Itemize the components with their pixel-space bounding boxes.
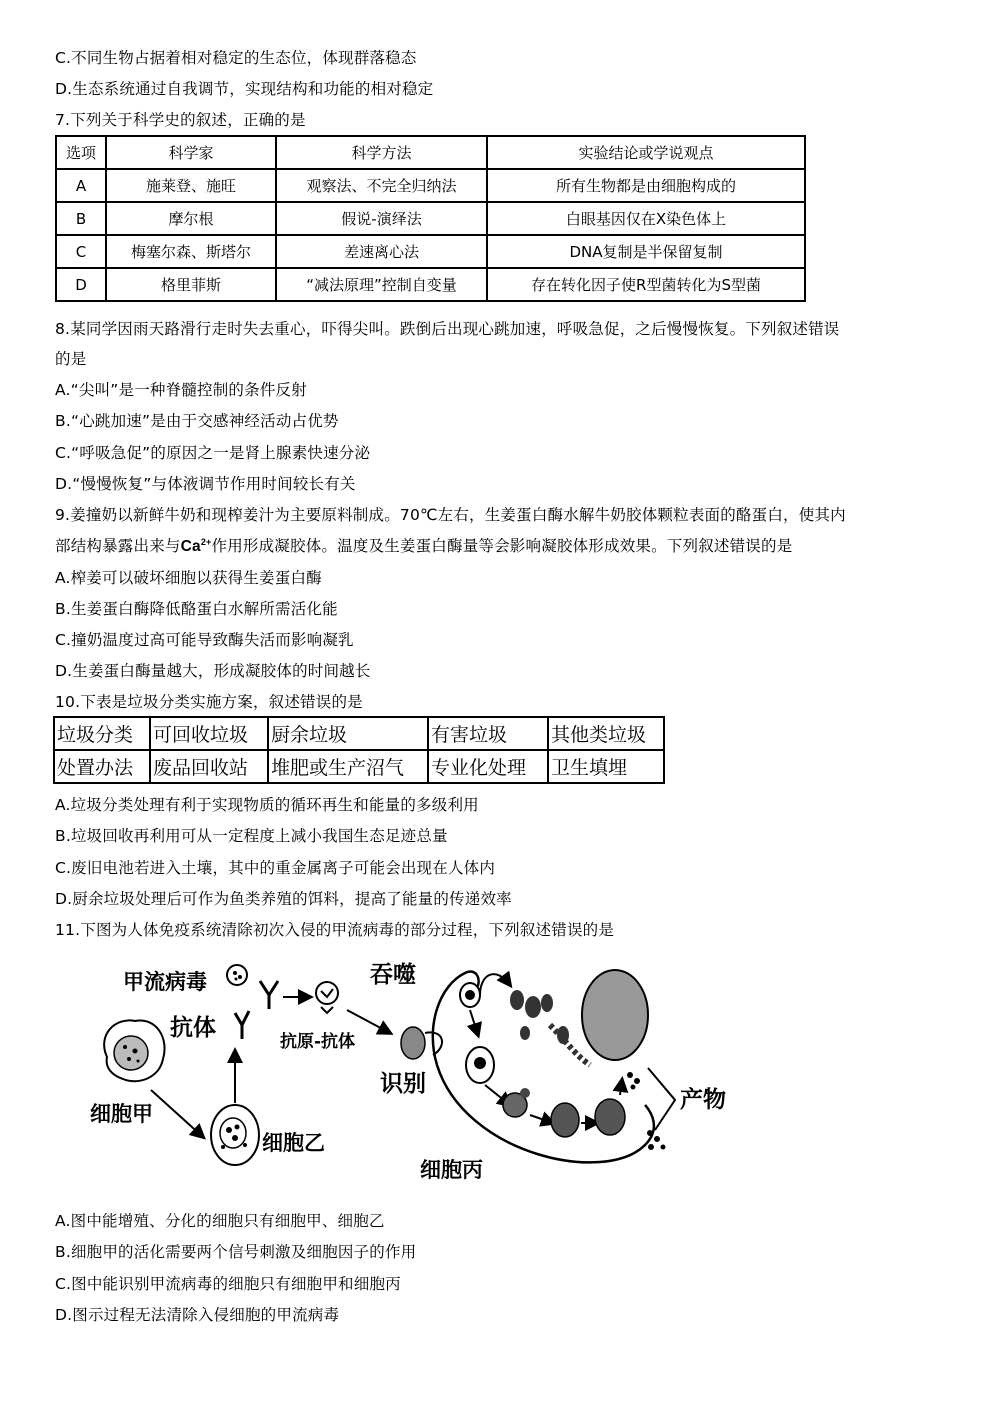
table-row (56, 268, 805, 301)
label-antibody: 抗体 (170, 1015, 216, 1041)
product-bracket (648, 1068, 675, 1130)
q7-table (55, 135, 806, 302)
table-header-cell: 实验结论或学说观点 (487, 136, 805, 169)
q8-option-b: B.“心跳加速”是由于交感神经活动占优势 (55, 412, 339, 430)
table-cell: 摩尔根 (106, 202, 276, 235)
q10-option-b: B.垃圾回收再利用可从一定程度上减小我国生态足迹总量 (55, 827, 448, 845)
label-product: 产物 (680, 1087, 726, 1113)
prev-option-d: D.生态系统通过自我调节，实现结构和功能的相对稳定 (55, 80, 434, 98)
q9-option-c: C.撞奶温度过高可能导致酶失活而影响凝乳 (55, 631, 354, 649)
cell-a-icon (104, 1020, 164, 1081)
label-antigen-antibody: 抗原-抗体 (280, 1032, 356, 1052)
table-cell: 梅塞尔森、斯塔尔 (106, 235, 276, 268)
q7-stem: 7.下列关于科学史的叙述，正确的是 (55, 111, 306, 129)
q9-stem-part-a: 部结构暴露出来与 (55, 537, 181, 555)
table-cell: 有害垃圾 (428, 717, 548, 750)
nucleus-icon (582, 970, 648, 1060)
table-cell: DNA复制是半保留复制 (487, 235, 805, 268)
q11-stem: 11.下图为人体免疫系统清除初次入侵的甲流病毒的部分过程，下列叙述错误的是 (55, 921, 615, 939)
q11-option-b: B.细胞甲的活化需要两个信号刺激及细胞因子的作用 (55, 1243, 417, 1261)
q11-option-d: D.图示过程无法清除入侵细胞的甲流病毒 (55, 1306, 340, 1324)
table-cell: 厨余垃圾 (268, 717, 428, 750)
label-engulf: 吞噬 (370, 962, 416, 988)
table-cell: 假说-演绎法 (276, 202, 487, 235)
label-cell-b: 细胞乙 (262, 1131, 325, 1155)
table-cell: 白眼基因仅在X染色体上 (487, 202, 805, 235)
q10-option-d: D.厨余垃圾处理后可作为鱼类养殖的饵料，提高了能量的传递效率 (55, 890, 512, 908)
immune-process-figure (85, 955, 745, 1185)
residue-icon (627, 1072, 666, 1150)
table-cell: A (56, 169, 106, 202)
table-cell: B (56, 202, 106, 235)
q11-option-c: C.图中能识别甲流病毒的细胞只有细胞甲和细胞丙 (55, 1275, 401, 1293)
calcium-ion: $Ca^{2+}$ (180, 536, 212, 555)
secreted-antibody-icon (235, 1011, 249, 1039)
table-cell: 格里菲斯 (106, 268, 276, 301)
label-virus: 甲流病毒 (123, 970, 207, 994)
table-row (54, 717, 664, 750)
q9-option-d: D.生姜蛋白酶量越大，形成凝胶体的时间越长 (55, 662, 371, 680)
q8-option-c: C.“呼吸急促”的原因之一是肾上腺素快速分泌 (55, 444, 371, 462)
table-row (56, 235, 805, 268)
q8-stem-line1: 8.某同学因雨天路滑行走时失去重心，吓得尖叫。跌倒后出现心跳加速，呼吸急促，之后慢慢恢复。下列叙述错误 (55, 320, 840, 338)
label-cell-a: 细胞甲 (90, 1102, 153, 1126)
antibody-icon (260, 981, 278, 1009)
table-cell: 废品回收站 (150, 750, 268, 783)
table-cell: 观察法、不完全归纳法 (276, 169, 487, 202)
table-header-cell: 选项 (56, 136, 106, 169)
table-cell: 堆肥或生产沼气 (268, 750, 428, 783)
table-cell: 处置办法 (54, 750, 150, 783)
table-row (54, 750, 664, 783)
table-header-cell: 科学方法 (276, 136, 487, 169)
label-cell-c: 细胞丙 (420, 1158, 483, 1182)
q9-stem-line2 (55, 534, 792, 556)
table-cell: C (56, 235, 106, 268)
q8-option-a: A.“尖叫”是一种脊髓控制的条件反射 (55, 381, 307, 399)
table-cell: “减法原理”控制自变量 (276, 268, 487, 301)
q10-table (53, 716, 665, 784)
table-cell: 专业化处理 (428, 750, 548, 783)
table-cell: 其他类垃圾 (548, 717, 664, 750)
cell-b-icon (211, 1105, 259, 1165)
q10-stem: 10.下表是垃圾分类实施方案，叙述错误的是 (55, 693, 363, 711)
table-cell: 可回收垃圾 (150, 717, 268, 750)
table-cell: 垃圾分类 (54, 717, 150, 750)
prev-option-c: C.不同生物占据着相对稳定的生态位，体现群落稳态 (55, 49, 417, 67)
virus-icon (227, 965, 247, 985)
q9-stem-part-b: 作用形成凝胶体。温度及生姜蛋白酶量等会影响凝胶体形成效果。下列叙述错误的是 (211, 537, 793, 555)
phagocyte-recognition-icon (401, 1027, 442, 1059)
table-cell: 卫生填埋 (548, 750, 664, 783)
q8-option-d: D.“慢慢恢复”与体液调节作用时间较长有关 (55, 475, 356, 493)
q10-option-a: A.垃圾分类处理有利于实现物质的循环再生和能量的多级利用 (55, 796, 479, 814)
table-cell: 施莱登、施旺 (106, 169, 276, 202)
q11-option-a: A.图中能增殖、分化的细胞只有细胞甲、细胞乙 (55, 1212, 385, 1230)
label-recognize: 识别 (380, 1071, 426, 1097)
q8-stem-line2: 的是 (55, 350, 87, 368)
table-header-row (56, 136, 805, 169)
table-cell: 存在转化因子使R型菌转化为S型菌 (487, 268, 805, 301)
q10-option-c: C.废旧电池若进入土壤，其中的重金属离子可能会出现在人体内 (55, 859, 496, 877)
table-cell: 所有生物都是由细胞构成的 (487, 169, 805, 202)
q9-option-a: A.榨姜可以破坏细胞以获得生姜蛋白酶 (55, 569, 322, 587)
table-header-cell: 科学家 (106, 136, 276, 169)
q9-stem-line1: 9.姜撞奶以新鲜牛奶和现榨姜汁为主要原料制成。70℃左右，生姜蛋白酶水解牛奶胶体颗粒表面的酪蛋白，使其内 (55, 506, 846, 524)
table-cell: 差速离心法 (276, 235, 487, 268)
table-row (56, 169, 805, 202)
antigen-antibody-complex-icon (316, 982, 338, 1013)
table-cell: D (56, 268, 106, 301)
q9-option-b: B.生姜蛋白酶降低酪蛋白水解所需活化能 (55, 600, 338, 618)
lysosome-icon (510, 990, 590, 1065)
table-row (56, 202, 805, 235)
